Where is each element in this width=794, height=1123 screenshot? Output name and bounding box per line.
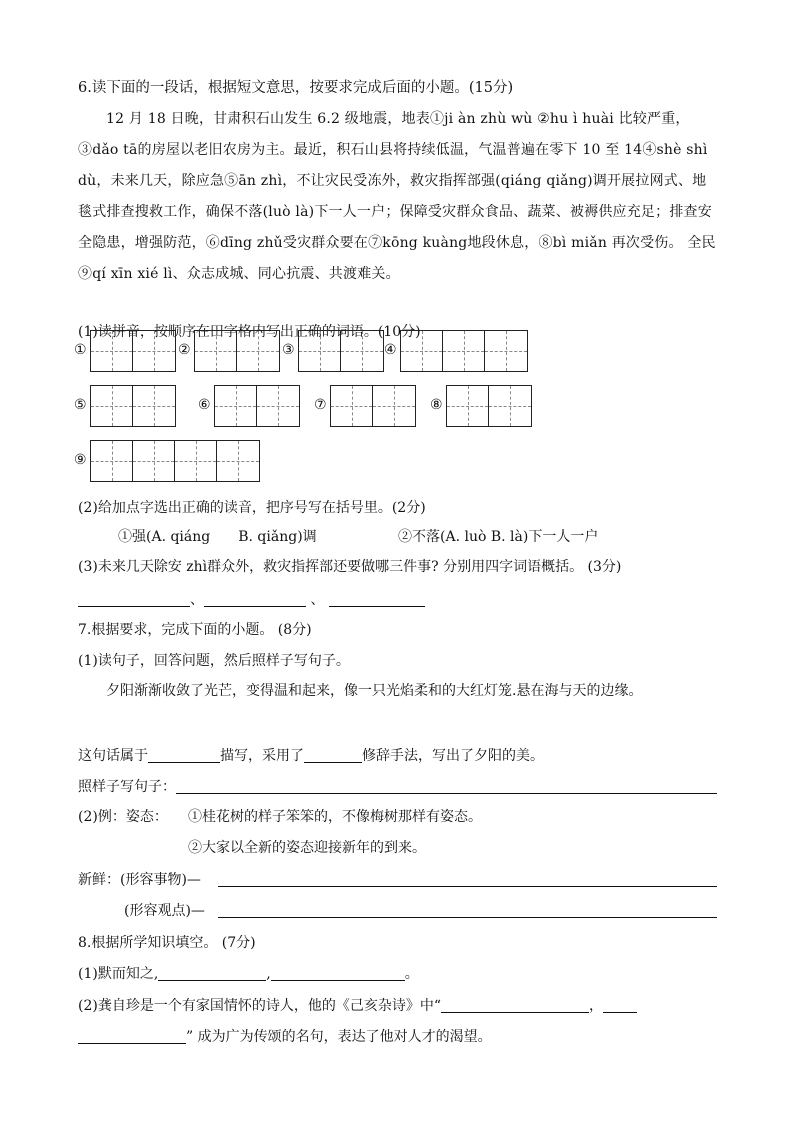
- q7-title: 7.根据要求，完成下面的小题。 (8分): [78, 622, 312, 638]
- answer-line[interactable]: [176, 793, 717, 794]
- q7-sub1: (1)读句子，回答问题，然后照样子写句子。: [78, 653, 350, 669]
- grid-number: ③: [282, 342, 295, 358]
- answer-blank[interactable]: [148, 746, 220, 763]
- answer-blank[interactable]: [78, 590, 190, 607]
- grid-number: ⑨: [74, 452, 87, 468]
- q7-example-2: ②大家以全新的姿态迎接新年的到来。: [188, 840, 426, 856]
- grid-number: ④: [384, 342, 397, 358]
- fill-text: 修辞手法，写出了夕阳的美。: [362, 748, 544, 764]
- answer-blank[interactable]: [78, 1027, 186, 1044]
- q7-imitate-label: 照样子写句子：: [78, 779, 176, 795]
- q8-title: 8.根据所学知识填空。 (7分): [78, 935, 256, 951]
- grid-number: ①: [74, 342, 87, 358]
- tianzige-box[interactable]: [446, 385, 532, 427]
- q6-sub2-option1: ①强(A. qiáng B. qiǎng)调: [118, 529, 317, 545]
- q6-title: 6.读下面的一段话，根据短文意思，按要求完成后面的小题。(15分): [78, 80, 514, 96]
- q8-sub2-line-1: [78, 996, 637, 1016]
- q6-sub3: (3)未来几天除安 zhì群众外，救灾指挥部还要做哪三件事? 分别用四字词语概括。 (3分): [78, 559, 622, 575]
- tianzige-box[interactable]: [400, 330, 528, 372]
- tianzige-box[interactable]: [90, 330, 176, 372]
- answer-blank[interactable]: [441, 996, 589, 1013]
- separator: 、: [190, 592, 204, 608]
- q6-sub1: (1)读拼音，按顺序在田字格内写出正确的词语。(10分): [78, 324, 421, 340]
- answer-blank[interactable]: [329, 590, 425, 607]
- grid-number: ⑤: [74, 397, 87, 413]
- q7-example-label: (2)例：姿态：: [78, 809, 168, 825]
- tianzige-box[interactable]: [298, 330, 384, 372]
- tianzige-box[interactable]: [214, 385, 300, 427]
- tianzige-box[interactable]: [90, 440, 260, 482]
- fill-text: (2)龚自珍是一个有家国情怀的诗人，他的《己亥杂诗》中“: [78, 998, 441, 1014]
- fill-text: ” 成为广为传颂的名句，表达了他对人才的渴望。: [186, 1029, 492, 1045]
- fill-text: 描写，采用了: [220, 748, 304, 764]
- answer-blank[interactable]: [204, 590, 306, 607]
- q6-sub2-option2: ②不落(A. luò B. là)下一人一户: [398, 529, 599, 545]
- q8-sub2-line-2: [78, 1027, 492, 1047]
- grid-number: ⑥: [198, 397, 211, 413]
- tianzige-box[interactable]: [330, 385, 416, 427]
- q7-fill-line: [78, 746, 544, 766]
- q6-sub3-answer-line: [78, 590, 425, 610]
- grid-number: ⑧: [430, 397, 443, 413]
- answer-blank[interactable]: [271, 964, 405, 981]
- answer-blank[interactable]: [304, 746, 362, 763]
- q6-passage: 12 月 18 日晚，甘肃积石山发生 6.2 级地震，地表①ji àn zhù wù ②hu ì huài 比较严重，③dǎo tā的房屋以老旧农房为主。最近，积石山县将持续低温，气温普遍在零下 10 至 14④shè shì dù，未来几天，除应急⑤ān zhì，不让灾民受冻外，救灾指挥部强(qiáng qiǎng)调开展拉网式、地毯式排查搜救工作，确保不落(luò là)下一人一户；保障受灾群众食品、蔬菜、被褥供应充足；排查安全隐患，增强防范，⑥dīng zhǔ受灾群众要在⑦kōng kuàng地段休息，⑧bì miǎn 再次受伤。 全民⑨qí xīn xié lì、众志成城、同心抗震、共渡难关。: [78, 111, 716, 282]
- grid-number: ⑦: [314, 397, 327, 413]
- q7-example-1: ①桂花树的样子笨笨的，不像梅树那样有姿态。: [188, 809, 482, 825]
- fill-text: (1)默而知之,: [78, 966, 159, 982]
- q7-sentence: 夕阳渐渐收敛了光芒，变得温和起来，像一只光焰柔和的大红灯笼.悬在海与天的边缘。: [106, 683, 643, 699]
- q7-xinxian-1: 新鲜：(形容事物)—: [78, 872, 201, 888]
- answer-blank[interactable]: [158, 964, 266, 981]
- separator: 、: [310, 592, 325, 608]
- answer-blank[interactable]: [603, 996, 637, 1013]
- answer-line[interactable]: [218, 917, 717, 918]
- grid-number: ②: [178, 342, 191, 358]
- q8-sub1-line: [78, 964, 419, 984]
- answer-line[interactable]: [218, 886, 717, 887]
- fill-text: 这句话属于: [78, 748, 148, 764]
- q6-sub2: (2)给加点字选出正确的读音，把序号写在括号里。(2分): [78, 500, 426, 516]
- tianzige-box[interactable]: [90, 385, 176, 427]
- fill-text: ，: [589, 998, 603, 1014]
- tianzige-box[interactable]: [194, 330, 280, 372]
- fill-text: ,: [266, 966, 271, 982]
- fill-text: 。: [404, 966, 419, 982]
- q7-xinxian-2: (形容观点)—: [124, 903, 205, 919]
